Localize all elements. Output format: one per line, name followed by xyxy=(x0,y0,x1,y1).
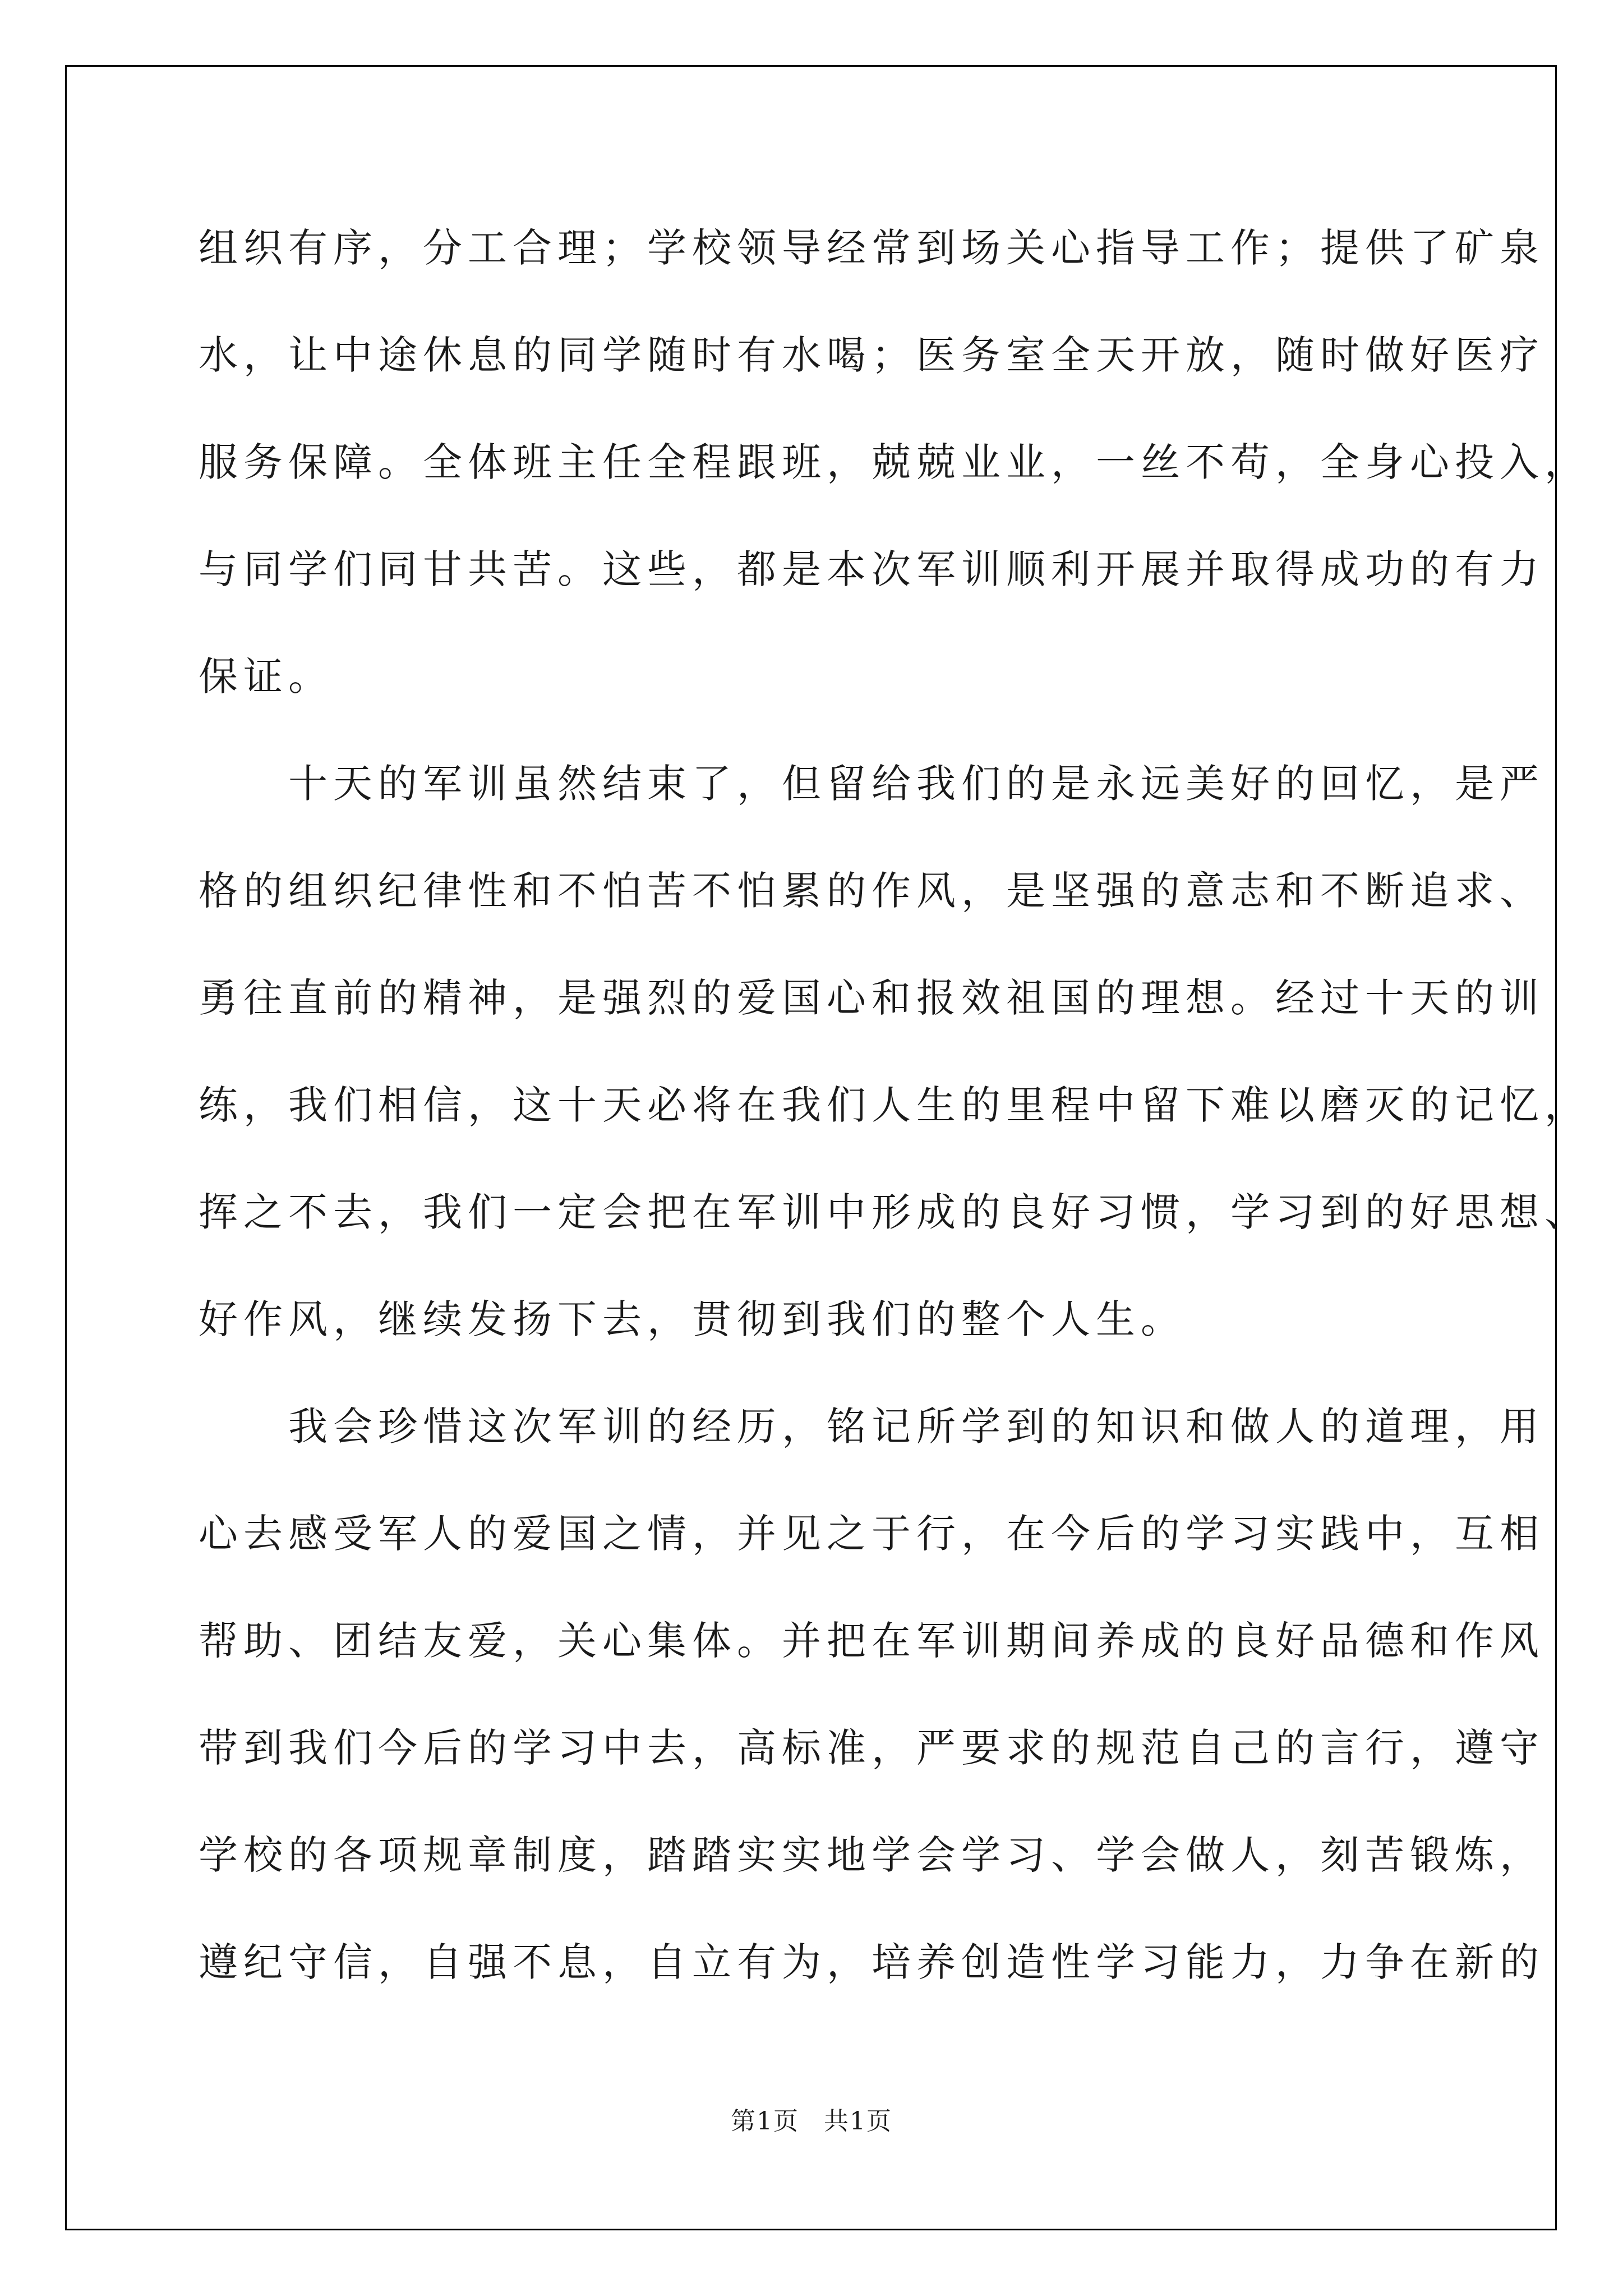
text-line: 好作风，继续发扬下去，贯彻到我们的整个人生。 xyxy=(199,1296,1186,1342)
text-line: 挥之不去，我们一定会把在军训中形成的良好习惯，学习到的好思想、 xyxy=(199,1189,1589,1235)
text-line: 与同学们同甘共苦。这些，都是本次军训顺利开展并取得成功的有力 xyxy=(199,546,1544,592)
text-line: 我会珍惜这次军训的经历，铭记所学到的知识和做人的道理，用 xyxy=(199,1404,1544,1450)
text-line: 服务保障。全体班主任全程跟班，兢兢业业，一丝不苟，全身心投入， xyxy=(199,439,1589,485)
text-line: 帮助、团结友爱，关心集体。并把在军训期间养成的良好品德和作风 xyxy=(199,1618,1544,1664)
page-number-current: 第1页 xyxy=(731,2107,799,2136)
document-body xyxy=(199,218,1589,2039)
page-footer xyxy=(0,2101,1623,2137)
text-line: 水，让中途休息的同学随时有水喝；医务室全天开放，随时做好医疗 xyxy=(199,332,1544,378)
text-line: 勇往直前的精神，是强烈的爱国心和报效祖国的理想。经过十天的训 xyxy=(199,975,1544,1021)
text-line: 十天的军训虽然结束了，但留给我们的是永远美好的回忆，是严 xyxy=(199,761,1544,807)
text-line: 心去感受军人的爱国之情，并见之于行，在今后的学习实践中，互相 xyxy=(199,1511,1544,1557)
text-line: 学校的各项规章制度，踏踏实实地学会学习、学会做人，刻苦锻炼， xyxy=(199,1832,1544,1878)
text-line: 带到我们今后的学习中去，高标准，严要求的规范自己的言行，遵守 xyxy=(199,1725,1544,1771)
text-line: 组织有序，分工合理；学校领导经常到场关心指导工作；提供了矿泉 xyxy=(199,225,1544,271)
text-line: 格的组织纪律性和不怕苦不怕累的作风，是坚强的意志和不断追求、 xyxy=(199,868,1544,914)
text-line: 练，我们相信，这十天必将在我们人生的里程中留下难以磨灭的记忆， xyxy=(199,1082,1589,1128)
text-line: 保证。 xyxy=(199,654,333,700)
page-number-total: 共1页 xyxy=(824,2107,892,2136)
text-line: 遵纪守信，自强不息，自立有为，培养创造性学习能力，力争在新的 xyxy=(199,1939,1544,1985)
